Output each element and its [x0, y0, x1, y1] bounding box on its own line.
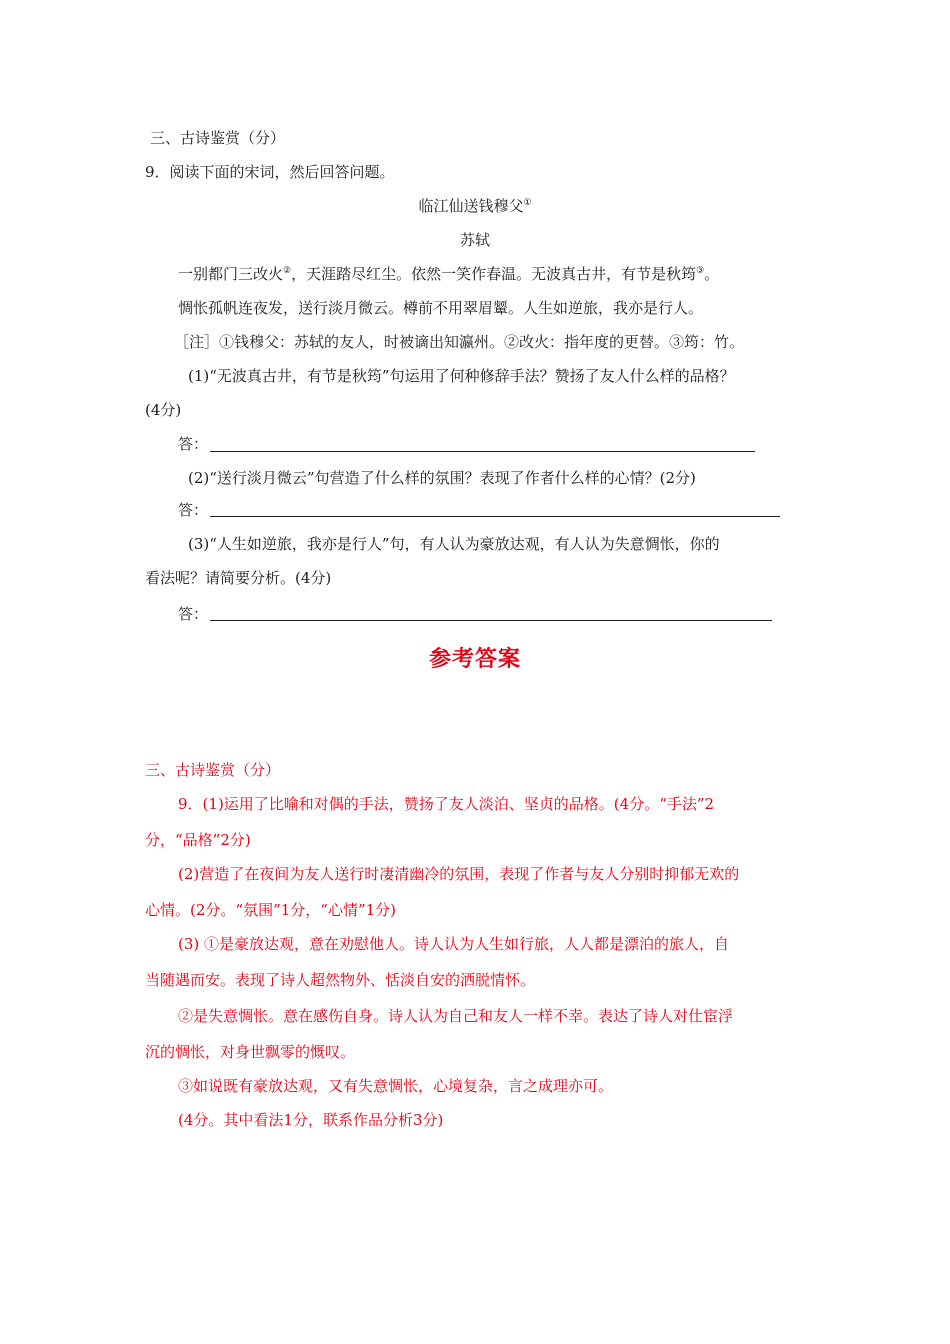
answer-3-line-1: (3) ①是豪放达观，意在劝慰他人。诗人认为人生如行旅，人人都是漂泊的旅人，自 — [178, 935, 730, 953]
poem-line-1 — [178, 264, 719, 284]
answer-3-line-2: 当随遇而安。表现了诗人超然物外、恬淡自安的洒脱情怀。 — [145, 971, 536, 989]
note-mark-3: ③ — [696, 266, 705, 276]
question-intro: 9．阅读下面的宋词，然后回答问题。 — [145, 163, 395, 181]
subquestion-3-line-2: 看法呢？请简要分析。(4分) — [145, 569, 332, 587]
answer-line-3[interactable] — [210, 620, 772, 621]
answer-3-line-4: 沉的惆怅，对身世飘零的慨叹。 — [145, 1043, 356, 1061]
poem-title-note-mark: ① — [523, 198, 532, 208]
answer-1-line-1: 9．(1)运用了比喻和对偶的手法，赞扬了友人淡泊、坚贞的品格。(4分。“手法”2 — [178, 795, 715, 813]
poem-title-text: 临江仙送钱穆父 — [418, 197, 524, 215]
subquestion-1-line-2: (4分) — [145, 401, 182, 419]
poem-title — [0, 196, 950, 216]
poem-line-1-part-a: 一别都门三改火 — [178, 265, 284, 283]
answer-3-line-5: ③如说既有豪放达观，又有失意惆怅，心境复杂，言之成理亦可。 — [178, 1077, 614, 1095]
answer-section-heading: 三、古诗鉴赏（分） — [145, 761, 281, 779]
section-heading: 三、古诗鉴赏（分） — [150, 129, 286, 147]
answer-line-1[interactable] — [210, 451, 755, 452]
subquestion-3-line-1: (3)“人生如逆旅，我亦是行人”句，有人认为豪放达观，有人认为失意惆怅，你的 — [188, 535, 720, 553]
answer-line-2[interactable] — [210, 516, 780, 517]
poem-author: 苏轼 — [459, 231, 490, 249]
poem-notes: ［注］①钱穆父：苏轼的友人，时被谪出知瀛州。②改火：指年度的更替。③筠：竹。 — [174, 333, 745, 351]
note-mark-2: ② — [283, 266, 292, 276]
answer-3-line-6: (4分。其中看法1分，联系作品分析3分) — [178, 1111, 444, 1129]
answer-1-line-2: 分，“品格”2分) — [145, 831, 251, 849]
answer-label-2: 答： — [178, 501, 209, 519]
poem-line-1-part-b: ，天涯踏尽红尘。依然一笑作春温。无波真古井，有节是秋筠 — [291, 265, 697, 283]
subquestion-2-line-1: (2)“送行淡月微云”句营造了什么样的氛围？表现了作者什么样的心情？(2分) — [188, 469, 696, 487]
reference-answer-title: 参考答案 — [428, 646, 521, 672]
poem-line-1-part-c: 。 — [704, 265, 720, 283]
answer-2-line-1: (2)营造了在夜间为友人送行时凄清幽冷的氛围，表现了作者与友人分别时抑郁无欢的 — [178, 865, 740, 883]
answer-3-line-3: ②是失意惆怅。意在感伤自身。诗人认为自己和友人一样不幸。表达了诗人对仕宦浮 — [178, 1007, 734, 1025]
answer-label-1: 答： — [178, 435, 209, 453]
poem-line-2: 惆怅孤帆连夜发，送行淡月微云。樽前不用翠眉颦。人生如逆旅，我亦是行人。 — [178, 299, 704, 317]
answer-2-line-2: 心情。(2分。“氛围”1分，“心情”1分) — [145, 901, 397, 919]
answer-label-3: 答： — [178, 605, 209, 623]
subquestion-1-line-1: (1)“无波真古井，有节是秋筠”句运用了何种修辞手法？赞扬了友人什么样的品格？ — [188, 367, 735, 385]
